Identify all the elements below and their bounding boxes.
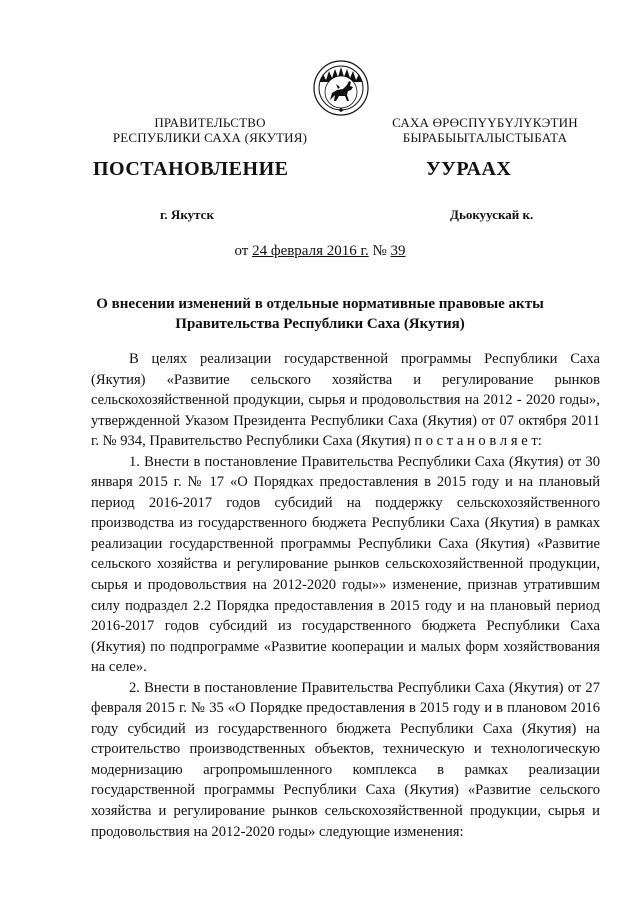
city-ru: г. Якутск — [160, 207, 214, 222]
document-title-line1: О внесении изменений в отдельные нормативные правовые акты — [96, 296, 544, 312]
government-name-ru-line1: ПРАВИТЕЛЬСТВО — [154, 115, 266, 130]
document-type-ru: ПОСТАНОВЛЕНИЕ — [93, 158, 289, 180]
body-paragraph-preamble: В целях реализации государственной программы Республики Саха (Якутия) «Развитие сельского хозяйства и регулирование рынков сельскохозяйственной продукции, сырья и продовольствия на 2012 - 2020 годы», утвержденной Указом Президента Республики Саха (Якутия) от 07 октября 2011 г. № 934, Правительство Республики Саха (Якутия) п о с т а н о в л я е т: — [91, 351, 600, 450]
document-title — [90, 294, 550, 334]
government-name-ru — [90, 115, 330, 145]
document-dateline — [0, 243, 640, 260]
government-name-sakha-line2: БЫРАБЫЫТАЛЫСТЫБАТА — [402, 130, 568, 145]
document-date: 24 февраля 2016 г. — [252, 243, 369, 259]
government-name-ru-line2: РЕСПУБЛИКИ САХА (ЯКУТИЯ) — [112, 130, 308, 145]
number-prefix: № — [368, 243, 391, 259]
document-body — [91, 349, 600, 842]
body-paragraph-item-1: 1. Внести в постановление Правительства Республики Саха (Якутия) от 30 января 2015 г. № 17 «О Порядках предоставления в 2015 году и на плановый период 2016-2017 годов субсидий на поддержку сельскохозяйственного производства из государственного бюджета Республики Саха (Якутия) в рамках реализации государственной программы Республики Саха (Якутия) «Развитие сельского хозяйства и регулирование рынков сельскохозяйственной продукции, сырья и продовольствия на 2012-2020 годы»» изменение, признав утратившим силу подраздел 2.2 Порядка предоставления в 2015 году и на плановый период 2016-2017 годов субсидий из государственного бюджета Республики Саха (Якутия) по подпрограмме «Развитие кооперации и малых форм хозяйствования на селе». — [91, 453, 600, 676]
document-type-sakha: УУРААХ — [426, 158, 512, 180]
government-name-sakha — [365, 115, 605, 145]
document-title-line2: Правительства Республики Саха (Якутия) — [175, 316, 465, 332]
city-sakha: Дьокуускай к. — [450, 207, 534, 222]
document-number: 39 — [390, 243, 406, 259]
coat-of-arms-icon — [313, 60, 369, 116]
date-prefix: от — [234, 243, 253, 259]
government-name-sakha-line1: САХА ӨРӨСПҮҮБҮЛҮКЭТИН — [392, 115, 578, 130]
body-paragraph-item-2: 2. Внести в постановление Правительства Республики Саха (Якутия) от 27 февраля 2015 г. № 35 «О Порядке предоставления в 2015 году и в плановом 2016 году субсидий из государственного бюджета Республики Саха (Якутия) на строительство производственных объектов, техническую и технологическую модернизацию агропромышленного комплекса в рамках реализации государственной программы Республики Саха (Якутия) «Развитие сельского хозяйства и регулирование рынков сельскохозяйственной продукции, сырья и продовольствия на 2012-2020 годы» следующие изменения: — [91, 679, 600, 840]
coat-of-arms-emblem — [313, 60, 369, 116]
